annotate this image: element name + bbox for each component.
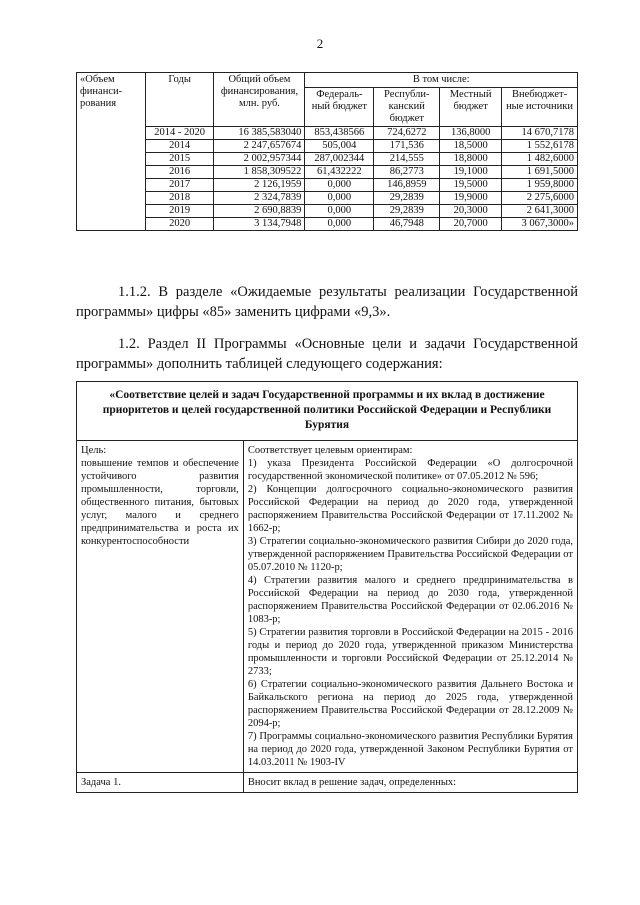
fin-federal: 853,438566 — [305, 127, 374, 140]
page-number: 2 — [316, 36, 324, 51]
paragraph-1-2 — [76, 334, 578, 374]
fin-year: 2014 - 2020 — [145, 127, 214, 140]
table-row — [77, 179, 578, 192]
fin-year: 2018 — [145, 192, 214, 205]
fin-federal: 0,000 — [305, 205, 374, 218]
table-row — [77, 205, 578, 218]
fin-header-offbudget: Внебюджет-ные источники — [502, 88, 578, 127]
list-item: 1) указа Президента Российской Федерации «О долгосрочной государственной экономической политике» от 07.05.2012 № 596; — [247, 458, 573, 482]
fin-offbudget: 1 552,6178 — [502, 140, 578, 153]
paragraph-text: 1.1.2. В разделе «Ожидаемые результаты реализации Государственной программы» цифры «85» заменить цифрами «9,3». — [76, 284, 578, 320]
table-row — [77, 166, 578, 179]
fin-republic: 214,555 — [374, 153, 440, 166]
fin-republic: 29,2839 — [374, 205, 440, 218]
fin-offbudget: 2 275,6000 — [502, 192, 578, 205]
fin-offbudget: 14 670,7178 — [502, 127, 578, 140]
table-row — [77, 127, 578, 140]
fin-header-volume: «Объем финанси-рования — [77, 73, 146, 231]
fin-total: 16 385,583040 — [214, 127, 305, 140]
fin-federal: 0,000 — [305, 179, 374, 192]
fin-year: 2020 — [145, 218, 214, 231]
fin-federal: 0,000 — [305, 218, 374, 231]
table-row — [77, 192, 578, 205]
fin-local: 19,5000 — [440, 179, 502, 192]
list-item: 6) Стратегии социально-экономического развития Дальнего Востока и Байкальского региона на период до 2025 года, утвержденной распоряжением Правительства Российской Федерации от 28.12.2009 № 2094-р; — [247, 679, 573, 729]
fin-header-republic: Республи-канский бюджет — [374, 88, 440, 127]
fin-header-local: Местный бюджет — [440, 88, 502, 127]
goals-table-title: «Соответствие целей и задач Государственной программы и их вклад в достижение приоритетов и целей государственной политики Российской Федерации и Республики Бурятия — [77, 382, 578, 441]
task-text: Вносит вклад в решение задач, определенных: — [243, 773, 577, 793]
fin-offbudget: 1 482,6000 — [502, 153, 578, 166]
list-item: 2) Концепции долгосрочного социально-экономического развития Российской Федерации на период до 2020 года, утвержденной распоряжением Правительства Российской Федерации от 17.11.2002 № 1662-р; — [247, 484, 573, 534]
paragraph-text: 1.2. Раздел II Программы «Основные цели и задачи Государственной программы» дополнить таблицей следующего содержания: — [76, 336, 578, 372]
fin-local: 18,8000 — [440, 153, 502, 166]
fin-offbudget: 2 641,3000 — [502, 205, 578, 218]
compliance-cell — [243, 441, 577, 773]
fin-republic: 46,7948 — [374, 218, 440, 231]
fin-federal: 505,004 — [305, 140, 374, 153]
list-item: 4) Стратегии развития малого и среднего предпринимательства в Российской Федерации на период до 2030 года, утвержденной распоряжением Правительства Российской Федерации от 02.06.2016 № 1083-р; — [247, 575, 573, 625]
fin-total: 1 858,309522 — [214, 166, 305, 179]
fin-year: 2014 — [145, 140, 214, 153]
fin-republic: 29,2839 — [374, 192, 440, 205]
list-item: 3) Стратегии социально-экономического развития Сибири до 2020 года, утвержденной распоряжением Правительства Российской Федерации от 05.07.2010 № 1120-р; — [247, 536, 573, 573]
fin-local: 20,7000 — [440, 218, 502, 231]
fin-republic: 86,2773 — [374, 166, 440, 179]
fin-total: 2 126,1959 — [214, 179, 305, 192]
fin-total: 2 247,657674 — [214, 140, 305, 153]
fin-header-total: Общий объем финансирования, млн. руб. — [214, 73, 305, 127]
list-item: 5) Стратегии развития торговли в Российской Федерации на 2015 - 2016 годы и период до 2020 года, утвержденной приказом Министерства промышленности и торговли Российской Федерации от 25.12.2014 № 2733; — [247, 627, 573, 677]
goal-label: Цель: — [81, 445, 107, 456]
fin-header-federal: Федераль-ный бюджет — [305, 88, 374, 127]
paragraph-1-1-2 — [76, 282, 578, 322]
table-row — [77, 218, 578, 231]
list-item: 7) Программы социально-экономического развития Республики Бурятия на период до 2020 года, утвержденной Законом Республики Бурятия от 14.03.2011 № 1903-IV — [247, 731, 573, 768]
fin-federal: 61,432222 — [305, 166, 374, 179]
table-row — [77, 153, 578, 166]
fin-republic: 146,8959 — [374, 179, 440, 192]
fin-local: 18,5000 — [440, 140, 502, 153]
fin-local: 19,9000 — [440, 192, 502, 205]
fin-year: 2016 — [145, 166, 214, 179]
goal-cell — [77, 441, 244, 773]
task-label: Задача 1. — [77, 773, 244, 793]
fin-offbudget: 1 959,8000 — [502, 179, 578, 192]
goal-text: повышение темпов и обеспечение устойчивого развития промышленности, торговли, общественного питания, бытовых услуг, малого и среднего предпринимательства и роста их конкурентоспособности — [81, 458, 239, 547]
fin-republic: 171,536 — [374, 140, 440, 153]
fin-header-including: В том числе: — [305, 73, 578, 88]
fin-year: 2015 — [145, 153, 214, 166]
fin-offbudget: 1 691,5000 — [502, 166, 578, 179]
fin-republic: 724,6272 — [374, 127, 440, 140]
fin-local: 20,3000 — [440, 205, 502, 218]
fin-year: 2017 — [145, 179, 214, 192]
financing-table — [76, 72, 578, 231]
fin-federal: 287,002344 — [305, 153, 374, 166]
compliance-intro: Соответствует целевым ориентирам: — [247, 445, 413, 456]
fin-total: 2 690,8839 — [214, 205, 305, 218]
fin-local: 136,8000 — [440, 127, 502, 140]
fin-header-years: Годы — [145, 73, 214, 127]
fin-year: 2019 — [145, 205, 214, 218]
goals-compliance-table — [76, 381, 578, 793]
fin-total: 2 002,957344 — [214, 153, 305, 166]
fin-local: 19,1000 — [440, 166, 502, 179]
fin-total: 2 324,7839 — [214, 192, 305, 205]
fin-offbudget: 3 067,3000» — [502, 218, 578, 231]
table-row — [77, 140, 578, 153]
fin-total: 3 134,7948 — [214, 218, 305, 231]
fin-federal: 0,000 — [305, 192, 374, 205]
